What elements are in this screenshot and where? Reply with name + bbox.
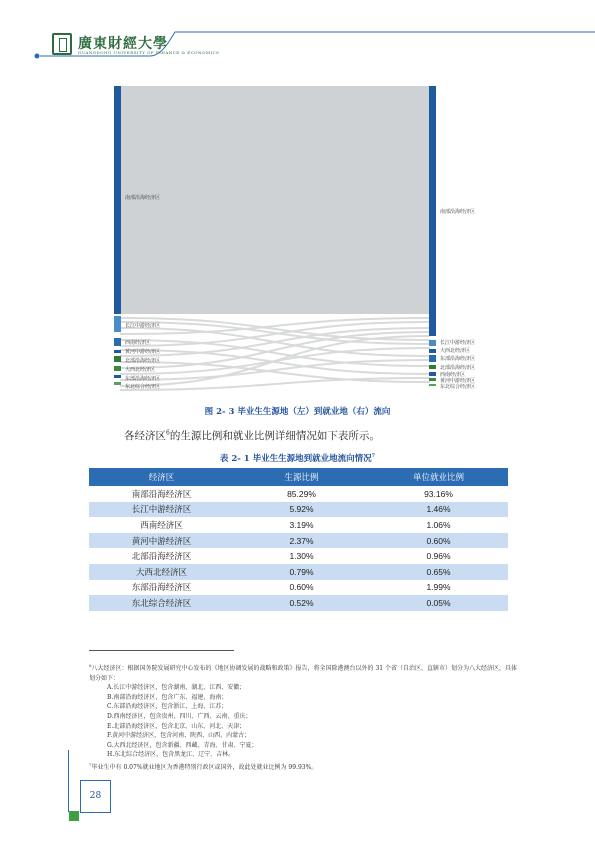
sankey-left-node <box>114 375 121 378</box>
table-cell-region: 南部沿海经济区 <box>89 486 234 502</box>
sankey-right-node <box>429 355 436 362</box>
column-header: 生源比例 <box>234 468 369 486</box>
table-cell-region: 长江中游经济区 <box>89 502 234 518</box>
sankey-right-label: 东北综合经济区 <box>440 384 476 390</box>
sankey-right-node <box>429 384 436 386</box>
sankey-left-node <box>114 356 121 362</box>
footnote-text: 八大经济区：根据国务院发展研究中心发布的《地区协调发展的战略和政策》报告，将全国除港澳台以外的 31 个省（自治区、直辖市）划分为八大经济区，具体划分如下： <box>89 665 517 682</box>
sankey-right-node <box>429 349 436 353</box>
table-row <box>89 486 508 502</box>
table-caption-text: 表 2- 1 毕业生生源地到就业地流向情况 <box>219 454 372 464</box>
footnote-item: H.东北综合经济区，包含黑龙江、辽宁、吉林。 <box>107 751 235 759</box>
table-cell-employment: 1.46% <box>369 502 508 518</box>
footnote-divider <box>89 650 234 651</box>
university-name: 廣東財經大學 <box>78 36 168 52</box>
table-row <box>89 564 508 580</box>
footnote-6 <box>89 661 521 683</box>
sankey-right-label: 北部沿海经济区 <box>440 365 476 371</box>
footnotes <box>89 661 521 773</box>
sankey-left-label: 大西北经济区 <box>125 367 156 373</box>
table-cell-origin: 2.37% <box>234 533 369 549</box>
table-cell-origin: 5.92% <box>234 502 369 518</box>
footnote-7 <box>89 760 521 773</box>
table-cell-origin: 85.29% <box>234 486 369 502</box>
table-row <box>89 502 508 518</box>
table-cell-employment: 1.06% <box>369 517 508 533</box>
footnote-item: A.长江中游经济区，包含湖南、湖北、江西、安徽； <box>107 684 246 692</box>
table-cell-employment: 0.96% <box>369 548 508 564</box>
table-cell-region: 东北综合经济区 <box>89 595 234 611</box>
table-cell-employment: 0.65% <box>369 564 508 580</box>
footnote-text: 毕业生中有 0.07%就业地区为香港特别行政区或国外，故此处就业比例为 99.93%。 <box>91 763 318 771</box>
sankey-left-node <box>114 338 121 346</box>
footnote-ref[interactable]: 6 <box>166 429 170 437</box>
sankey-left-label: 长江中游经济区 <box>125 323 161 329</box>
sankey-left-node <box>114 382 121 385</box>
sankey-right-node <box>429 372 436 376</box>
table-row <box>89 580 508 596</box>
university-name-en: GUANGDONG UNIVERSITY OF FINANCE & ECONOMICS <box>78 50 220 55</box>
table-row <box>89 517 508 533</box>
table-cell-region: 大西北经济区 <box>89 564 234 580</box>
footer-accent-line <box>68 750 69 812</box>
column-header: 经济区 <box>89 468 234 486</box>
sankey-left-node <box>114 350 121 353</box>
table-cell-employment: 93.16% <box>369 486 508 502</box>
sankey-left-node <box>114 86 121 314</box>
page-header <box>0 0 595 70</box>
footnote-item: G.大西北经济区，包含新疆、西藏、青海、甘肃、宁夏； <box>107 741 258 749</box>
table-cell-employment: 1.99% <box>369 580 508 596</box>
table-caption <box>0 452 595 464</box>
footnote-item: D.西南经济区，包含贵州、四川、广西、云南、重庆； <box>107 712 252 720</box>
sankey-right-label: 南部沿海经济区 <box>440 209 476 215</box>
sankey-left-label: 黄河中游经济区 <box>125 349 161 355</box>
sankey-right-label: 西南经济区 <box>440 372 466 378</box>
body-paragraph <box>124 428 380 443</box>
footnote-item: E.北部沿海经济区，包含北京、山东、河北、天津； <box>107 722 246 730</box>
table-cell-origin: 3.19% <box>234 517 369 533</box>
footnote-mark: 6 <box>89 663 92 668</box>
sankey-diagram <box>110 82 476 404</box>
footnote-ref[interactable]: 7 <box>371 453 376 460</box>
sankey-left-label: 东北综合经济区 <box>125 384 161 390</box>
sankey-flow-main <box>120 86 430 314</box>
sankey-right-label: 黄河中游经济区 <box>440 378 476 384</box>
table-cell-origin: 0.52% <box>234 595 369 611</box>
table-cell-employment: 0.60% <box>369 533 508 549</box>
table-cell-origin: 0.79% <box>234 564 369 580</box>
table-cell-region: 北部沿海经济区 <box>89 548 234 564</box>
footnote-item: F.黄河中游经济区，包含河南、陕西、山西、内蒙古； <box>107 732 251 740</box>
table-row <box>89 533 508 549</box>
sankey-right-node <box>429 365 436 369</box>
university-logo-icon <box>52 33 72 55</box>
footnote-item: C.东部沿海经济区，包含浙江、上海、江苏； <box>107 703 228 711</box>
figure-caption: 图 2- 3 毕业生生源地（左）到就业地（右）流向 <box>204 407 391 417</box>
sankey-left-label: 西南经济区 <box>125 340 151 346</box>
sankey-right-node <box>429 340 436 346</box>
sankey-right-label: 东部沿海经济区 <box>440 356 476 362</box>
table-row <box>89 548 508 564</box>
footnote-item: B.南部沿海经济区，包含广东、福建、海南； <box>107 693 228 701</box>
sankey-right-label: 大西北经济区 <box>440 348 471 354</box>
table-cell-region: 西南经济区 <box>89 517 234 533</box>
sankey-right-node <box>429 86 436 336</box>
paragraph-text: 各经济区 <box>124 430 166 442</box>
table-cell-employment: 0.05% <box>369 595 508 611</box>
sankey-left-label: 南部沿海经济区 <box>125 195 161 201</box>
page-number: 28 <box>89 791 102 801</box>
footnote-mark: 7 <box>89 761 92 767</box>
page-number-box <box>80 780 111 813</box>
table-cell-origin: 0.60% <box>234 580 369 596</box>
sankey-right-label: 长江中游经济区 <box>440 340 476 346</box>
sankey-left-label: 东部沿海经济区 <box>125 376 161 382</box>
sankey-right-node <box>429 378 436 381</box>
sankey-left-label: 北部沿海经济区 <box>125 358 161 364</box>
sankey-left-node <box>114 316 121 332</box>
data-table <box>89 468 508 611</box>
footer-green-square <box>69 811 79 821</box>
sankey-flows <box>120 318 430 390</box>
paragraph-text-2: 的生源比例和就业比例详细情况如下表所示。 <box>169 430 380 442</box>
column-header: 单位就业比例 <box>369 468 508 486</box>
table-cell-region: 黄河中游经济区 <box>89 533 234 549</box>
table-header-row <box>89 468 508 486</box>
table-cell-region: 东部沿海经济区 <box>89 580 234 596</box>
table-cell-origin: 1.30% <box>234 548 369 564</box>
table-row <box>89 595 508 611</box>
sankey-left-node <box>114 366 121 371</box>
